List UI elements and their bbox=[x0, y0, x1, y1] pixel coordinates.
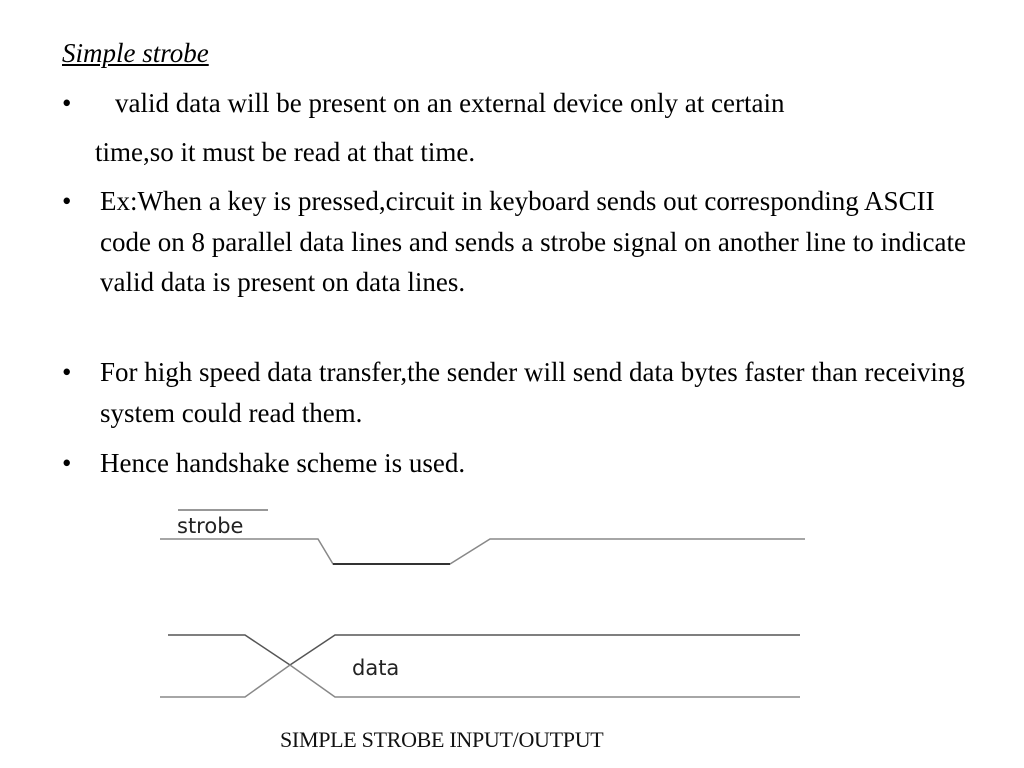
diagram-caption: SIMPLE STROBE INPUT/OUTPUT bbox=[280, 727, 604, 752]
timing-diagram-svg bbox=[150, 500, 820, 715]
bullet-item bbox=[0, 443, 1024, 488]
bullet-marker: • bbox=[62, 186, 72, 216]
bullet-item bbox=[0, 352, 1024, 437]
slide-title: Simple strobe bbox=[62, 38, 209, 68]
bullet-marker: • bbox=[62, 448, 72, 478]
bullet-marker: • bbox=[62, 88, 72, 118]
bullet-text: For high speed data transfer,the sender will send data bytes faster than receiving system could read them. bbox=[100, 357, 965, 428]
data-label: data bbox=[352, 656, 400, 680]
bullet-item bbox=[0, 83, 1024, 178]
strobe-timing-diagram bbox=[150, 500, 820, 715]
strobe-waveform bbox=[160, 539, 805, 564]
bullet-text: valid data will be present on an external device only at certain bbox=[115, 88, 785, 118]
bullet-marker: • bbox=[62, 357, 72, 387]
bullet-text: Hence handshake scheme is used. bbox=[100, 448, 466, 478]
bullet-text-continuation: time,so it must be read at that time. bbox=[95, 137, 476, 167]
strobe-label: strobe bbox=[177, 514, 244, 538]
bullet-item bbox=[0, 181, 1024, 346]
bullet-text: Ex:When a key is pressed,circuit in keyboard sends out corresponding ASCII code on 8 parallel data lines and sends a strobe signal on another line to indicate valid data is present on data lines. bbox=[100, 186, 966, 297]
data-upper-line bbox=[168, 635, 800, 665]
data-lower-line bbox=[160, 665, 800, 697]
